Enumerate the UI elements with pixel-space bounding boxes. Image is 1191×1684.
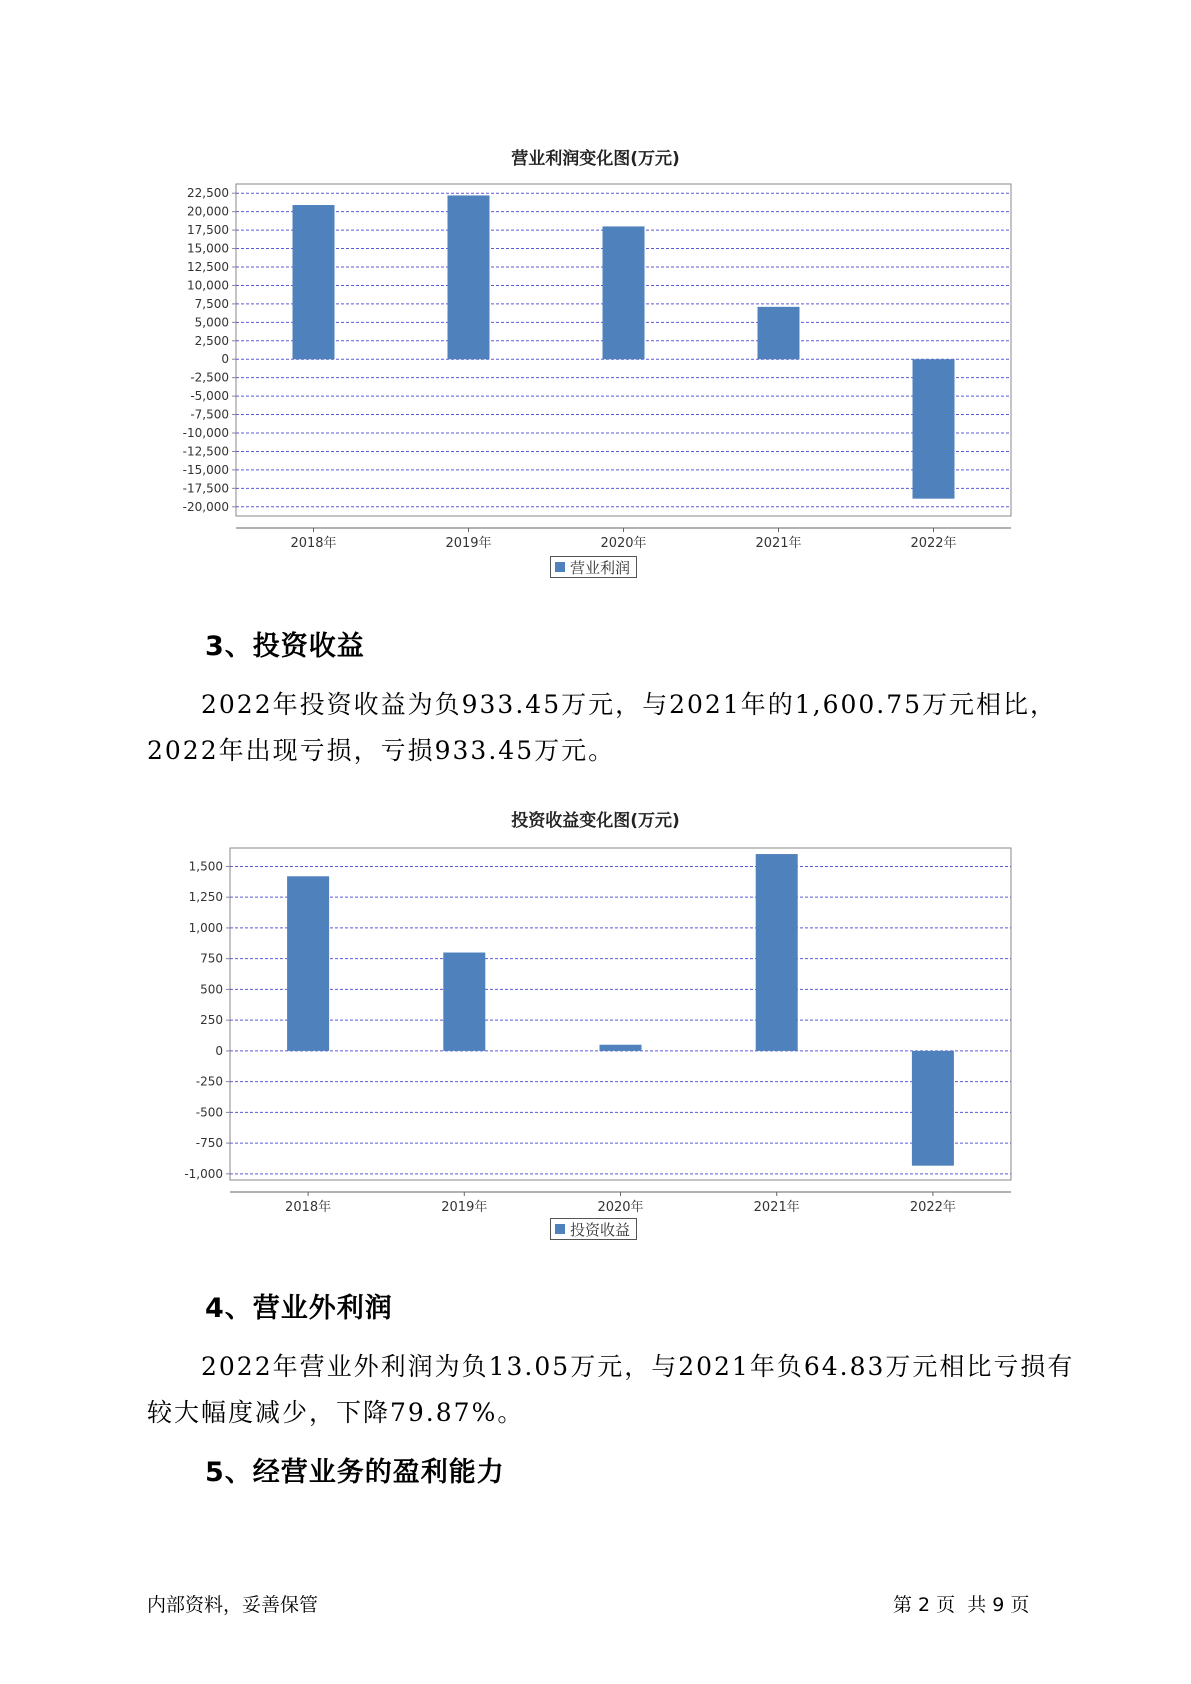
footer-confidential-note: 内部资料，妥善保管 (147, 1594, 319, 1616)
x-tick-label: 2020年 (597, 1200, 644, 1215)
bar-2020年 (600, 1045, 642, 1051)
legend-investment-income (550, 1218, 637, 1240)
y-tick-label: 1,500 (188, 859, 223, 874)
y-tick-label: 5,000 (194, 315, 229, 330)
x-tick-label: 2019年 (445, 536, 492, 551)
x-tick-label: 2019年 (441, 1200, 488, 1215)
x-tick-label: 2020年 (600, 536, 647, 551)
section-4-heading: 4、营业外利润 (205, 1293, 393, 1324)
y-tick-label: 15,000 (187, 241, 229, 256)
y-tick-label: -20,000 (182, 499, 229, 514)
y-tick-label: -12,500 (182, 444, 229, 459)
y-tick-label: 22,500 (187, 186, 229, 201)
section-3-heading: 3、投资收益 (205, 631, 365, 662)
y-tick-label: -750 (195, 1136, 223, 1151)
x-tick-label: 2018年 (285, 1200, 332, 1215)
y-tick-label: 7,500 (194, 296, 229, 311)
y-tick-label: 0 (215, 1043, 223, 1058)
y-tick-label: -15,000 (182, 462, 229, 477)
y-tick-label: -1,000 (184, 1166, 223, 1181)
x-tick-label: 2021年 (753, 1200, 800, 1215)
y-tick-label: 1,000 (188, 920, 223, 935)
bar-2019年 (443, 953, 485, 1051)
section-3-paragraph: 2022年投资收益为负933.45万元，与2021年的1,600.75万元相比，2022年出现亏损，亏损933.45万元。 (147, 690, 1058, 765)
bar-2022年 (912, 1051, 954, 1166)
legend-label: 营业利润 (570, 558, 631, 577)
chart-title-investment-income: 投资收益变化图(万元) (511, 811, 680, 831)
y-tick-label: 10,000 (187, 278, 229, 293)
y-tick-label: 1,250 (188, 890, 223, 905)
x-tick-label: 2021年 (755, 536, 802, 551)
y-tick-label: 0 (221, 352, 229, 367)
chart-title-operating-profit: 营业利润变化图(万元) (511, 149, 680, 169)
legend-swatch (555, 1224, 565, 1234)
x-tick-label: 2018年 (290, 536, 337, 551)
y-tick-label: 500 (200, 982, 223, 997)
y-tick-label: 17,500 (187, 223, 229, 238)
y-tick-label: -7,500 (190, 407, 229, 422)
x-tick-label: 2022年 (910, 536, 957, 551)
y-tick-label: -10,000 (182, 426, 229, 440)
y-tick-label: -17,500 (182, 481, 229, 496)
section-5-heading: 5、经营业务的盈利能力 (205, 1457, 505, 1488)
y-tick-label: 250 (200, 1013, 223, 1028)
legend-label: 投资收益 (570, 1220, 631, 1239)
y-tick-label: -500 (195, 1105, 223, 1120)
footer-page-number: 第 2 页 共 9 页 (893, 1594, 1030, 1616)
section-4-paragraph: 2022年营业外利润为负13.05万元，与2021年负64.83万元相比亏损有较大幅度减少，下降79.87%。 (147, 1352, 1075, 1427)
bar-2018年 (287, 876, 329, 1051)
y-tick-label: -5,000 (190, 389, 229, 404)
y-tick-label: 12,500 (187, 260, 229, 274)
plot-area (230, 848, 1011, 1180)
bar-2021年 (756, 854, 798, 1051)
y-tick-label: 2,500 (194, 333, 229, 348)
x-tick-label: 2022年 (909, 1200, 956, 1215)
y-tick-label: 20,000 (187, 204, 229, 219)
y-tick-label: -2,500 (190, 370, 229, 385)
y-tick-label: 750 (200, 951, 223, 966)
y-tick-label: -250 (195, 1074, 223, 1089)
